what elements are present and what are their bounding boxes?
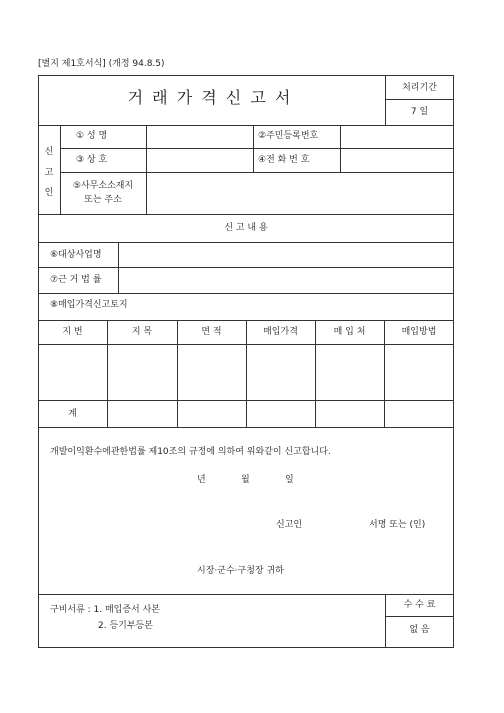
date-year-label: 년 xyxy=(197,475,206,485)
form-title: 거 래 가 격 신 고 서 xyxy=(127,88,293,107)
date-day-label: 일 xyxy=(285,475,294,485)
target-business-field[interactable] xyxy=(119,243,454,267)
processing-period-label: 처리기간 xyxy=(402,83,437,93)
total-row-label: 계 xyxy=(68,409,77,419)
report-contents-label: 신 고 내 용 xyxy=(224,223,268,233)
basis-law-field[interactable] xyxy=(119,268,454,293)
business-name-field-label: ③ 상 호 xyxy=(76,155,108,165)
attachments-line-2: 2. 등기부등본 xyxy=(98,621,153,631)
column-header-area: 면 적 xyxy=(201,327,222,337)
column-header-purchase-method: 매입방법 xyxy=(401,327,437,337)
cell-purchase-method[interactable] xyxy=(385,345,454,400)
name-field[interactable] xyxy=(147,126,253,148)
addressee: 시장·군수·구청장 귀하 xyxy=(197,566,284,576)
land-section-label: ⑧매입가격신고토지 xyxy=(50,300,128,310)
name-field-label: ① 성 명 xyxy=(76,131,108,141)
cell-seller[interactable] xyxy=(316,345,384,400)
cell-area[interactable] xyxy=(178,345,246,400)
form-number-note: [별지 제1호서식] (개정 94.8.5) xyxy=(38,59,165,69)
declaration-statement: 개발이익환수에관한법률 제10조의 규정에 의하여 위와같이 신고합니다. xyxy=(50,447,331,457)
office-address-label-alt: 또는 주소 xyxy=(84,195,122,205)
column-header-land-category: 지 목 xyxy=(131,327,153,337)
cell-land-category[interactable] xyxy=(108,345,177,400)
reporter-signature-label: 신고인 xyxy=(276,520,303,530)
phone-field-label: ④전 화 번 호 xyxy=(258,155,310,165)
cell-lot-number[interactable] xyxy=(39,345,107,400)
target-business-label: ⑥대상사업명 xyxy=(50,250,102,260)
fee-value: 없 음 xyxy=(409,625,430,635)
phone-field[interactable] xyxy=(341,149,454,172)
column-header-seller: 매 입 처 xyxy=(333,327,366,337)
column-header-purchase-price: 매입가격 xyxy=(263,327,298,337)
date-month-label: 월 xyxy=(241,475,250,485)
cell-purchase-price[interactable] xyxy=(247,345,315,400)
signature-or-seal-label: 서명 또는 (인) xyxy=(369,520,426,530)
business-name-field[interactable] xyxy=(147,149,253,172)
office-address-field[interactable] xyxy=(147,173,454,214)
resident-number-field[interactable] xyxy=(341,126,454,148)
resident-number-field-label: ②주민등록번호 xyxy=(258,131,319,141)
reporter-section-label: 신 고 인 xyxy=(44,147,54,198)
office-address-label: ⑤사무소소재지 xyxy=(72,181,134,191)
processing-period-value: 7 일 xyxy=(410,107,429,117)
fee-label: 수 수 료 xyxy=(403,600,436,610)
column-header-lot-number: 지 번 xyxy=(62,327,83,337)
basis-law-label: ⑦근 거 법 률 xyxy=(50,275,102,285)
attachments-line-1: 구비서류 : 1. 매입증서 사본 xyxy=(50,605,161,615)
